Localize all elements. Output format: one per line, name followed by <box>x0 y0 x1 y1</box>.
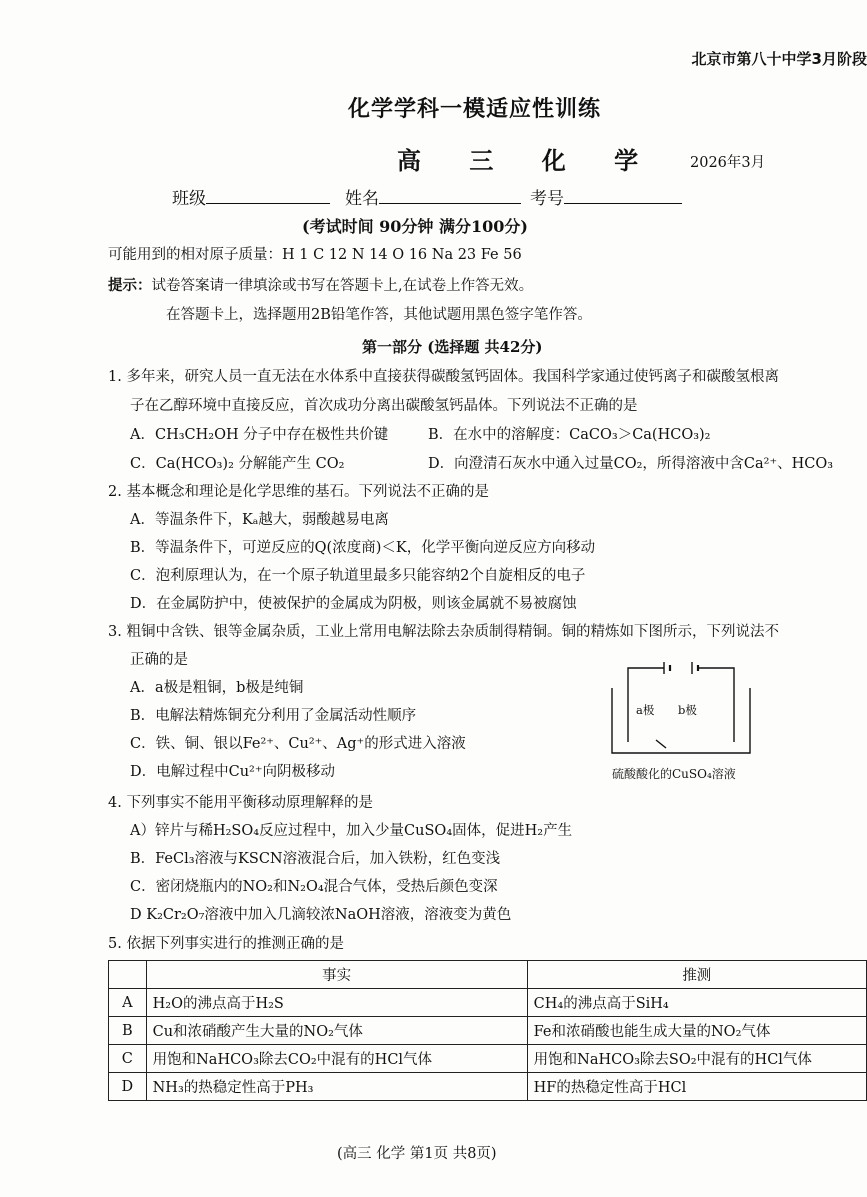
name-field[interactable] <box>345 184 521 209</box>
table-cell: H₂O的沸点高于H₂S <box>146 989 527 1017</box>
q2-option-c[interactable]: C．泡利原理认为，在一个原子轨道里最多只能容纳2个自旋相反的电子 <box>130 568 586 584</box>
table-row[interactable] <box>109 1045 867 1073</box>
class-label: 班级 <box>172 189 206 209</box>
exam-date: 2026年3月 <box>690 155 766 171</box>
atomic-masses: 可能用到的相对原子质量：H 1 C 12 N 14 O 16 Na 23 Fe 56 <box>108 247 522 263</box>
q1-option-c[interactable]: C．Ca(HCO₃)₂ 分解能产生 CO₂ <box>130 456 345 472</box>
table-cell: D <box>109 1073 147 1101</box>
table-cell: CH₄的沸点高于SiH₄ <box>527 989 866 1017</box>
q4-option-b[interactable]: B．FeCl₃溶液与KSCN溶液混合后，加入铁粉，红色变浅 <box>130 851 501 867</box>
page-footer: (高三 化学 第1页 共8页) <box>337 1146 497 1162</box>
q2-stem: 2. 基本概念和理论是化学思维的基石。下列说法不正确的是 <box>108 484 489 500</box>
number-field[interactable] <box>530 184 682 209</box>
subject-title: 高 三 化 学 <box>397 146 659 175</box>
q3-option-c[interactable]: C．铁、铜、银以Fe²⁺、Cu²⁺、Ag⁺的形式进入溶液 <box>130 736 466 752</box>
table-header-cell: 推测 <box>527 961 866 989</box>
table-cell: HF的热稳定性高于HCl <box>527 1073 866 1101</box>
q1-option-a[interactable]: A．CH₃CH₂OH 分子中存在极性共价键 <box>130 427 389 443</box>
q3-option-a[interactable]: A．a极是粗铜，b极是纯铜 <box>130 680 304 696</box>
q5-table <box>108 960 867 1101</box>
electrolysis-diagram <box>606 660 756 782</box>
q5-stem: 5. 依据下列事实进行的推测正确的是 <box>108 936 344 952</box>
q3-option-d[interactable]: D．电解过程中Cu²⁺向阴极移动 <box>130 764 336 780</box>
class-field[interactable] <box>172 184 330 209</box>
q4-option-a[interactable]: A）锌片与稀H₂SO₄反应过程中，加入少量CuSO₄固体，促进H₂产生 <box>130 823 573 839</box>
q2-option-a[interactable]: A．等温条件下，Kₐ越大，弱酸越易电离 <box>130 512 389 528</box>
q4-option-c[interactable]: C．密闭烧瓶内的NO₂和N₂O₄混合气体，受热后颜色变深 <box>130 879 498 895</box>
electrode-b-label: b极 <box>678 703 697 717</box>
table-cell: Fe和浓硝酸也能生成大量的NO₂气体 <box>527 1017 866 1045</box>
tips-line-2: 在答题卡上，选择题用2B铅笔作答，其他试题用黑色签字笔作答。 <box>166 307 592 323</box>
number-blank[interactable] <box>564 185 682 204</box>
q1-option-d[interactable]: D．向澄清石灰水中通入过量CO₂，所得溶液中含Ca²⁺、HCO₃ <box>428 456 834 472</box>
q3-stem-line2: 正确的是 <box>130 652 188 668</box>
table-row[interactable] <box>109 1017 867 1045</box>
table-cell: 用饱和NaHCO₃除去CO₂中混有的HCl气体 <box>146 1045 527 1073</box>
q3-stem-line1: 3. 粗铜中含铁、银等金属杂质，工业上常用电解法除去杂质制得精铜。铜的精炼如下图所示，下列说法不 <box>108 624 779 640</box>
q2-option-b[interactable]: B．等温条件下，可逆反应的Q(浓度商)＜K，化学平衡向逆反应方向移动 <box>130 540 596 556</box>
q1-stem-line2: 子在乙醇环境中直接反应，首次成功分离出碳酸氢钙晶体。下列说法不正确的是 <box>130 398 638 414</box>
q2-option-d[interactable]: D．在金属防护中，使被保护的金属成为阴极，则该金属就不易被腐蚀 <box>130 596 577 612</box>
table-header-cell: 事实 <box>146 961 527 989</box>
tips-label: 提示： <box>108 277 152 294</box>
q1-option-b[interactable]: B．在水中的溶解度：CaCO₃＞Ca(HCO₃)₂ <box>428 427 711 443</box>
table-cell: B <box>109 1017 147 1045</box>
q3-option-b[interactable]: B．电解法精炼铜充分利用了金属活动性顺序 <box>130 708 417 724</box>
table-row[interactable] <box>109 1073 867 1101</box>
table-cell: 用饱和NaHCO₃除去SO₂中混有的HCl气体 <box>527 1045 866 1073</box>
q1-stem-line1: 1. 多年来，研究人员一直无法在水体系中直接获得碳酸氢钙固体。我国科学家通过使钙离子和碳酸氢根离 <box>108 369 779 385</box>
school-header: 北京市第八十中学3月阶段 <box>691 50 867 68</box>
table-cell: C <box>109 1045 147 1073</box>
table-cell: NH₃的热稳定性高于PH₃ <box>146 1073 527 1101</box>
table-header-cell <box>109 961 147 989</box>
class-blank[interactable] <box>206 185 330 204</box>
diagram-caption: 硫酸酸化的CuSO₄溶液 <box>612 767 736 781</box>
table-row[interactable] <box>109 989 867 1017</box>
tips-text-1: 试卷答案请一律填涂或书写在答题卡上,在试卷上作答无效。 <box>151 278 534 294</box>
name-label: 姓名 <box>345 189 379 209</box>
part1-title: 第一部分 (选择题 共42分) <box>362 338 543 356</box>
table-cell: Cu和浓硝酸产生大量的NO₂气体 <box>146 1017 527 1045</box>
table-cell: A <box>109 989 147 1017</box>
q4-option-d[interactable]: D K₂Cr₂O₇溶液中加入几滴较浓NaOH溶液，溶液变为黄色 <box>130 907 512 923</box>
exam-title: 化学学科一模适应性训练 <box>348 97 602 122</box>
name-blank[interactable] <box>379 185 521 204</box>
table-header-row <box>109 961 867 989</box>
electrode-a-label: a极 <box>636 703 655 717</box>
exam-info: (考试时间 90分钟 满分100分) <box>302 217 528 236</box>
number-label: 考号 <box>530 189 564 209</box>
q4-stem: 4. 下列事实不能用平衡移动原理解释的是 <box>108 795 373 811</box>
tips-line-1 <box>108 276 533 296</box>
